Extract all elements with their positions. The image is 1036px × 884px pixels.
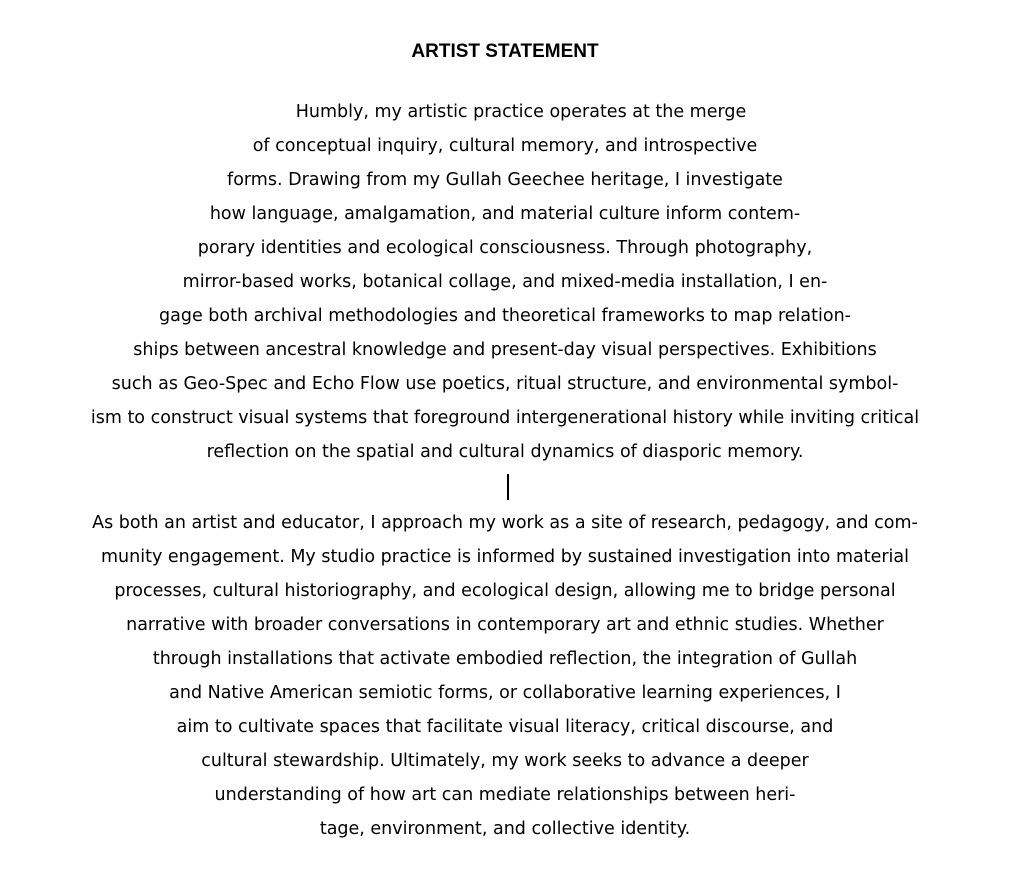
text-line: through installations that activate embodied reflection, the integration of Gullah — [152, 649, 858, 669]
text-line: of conceptual inquiry, cultural memory, and introspective — [252, 136, 758, 156]
text-line: ships between ancestral knowledge and present-day visual perspectives. Exhibitions — [133, 340, 877, 360]
text-line: how language, amalgamation, and material culture inform contem- — [209, 204, 801, 224]
text-line: munity engagement. My studio practice is informed by sustained investigation into material — [100, 547, 909, 567]
text-line: aim to cultivate spaces that facilitate visual literacy, critical discourse, and — [176, 717, 834, 737]
text-line: As both an artist and educator, I approach my work as a site of research, pedagogy, and com- — [92, 513, 918, 533]
text-line: such as Geo-Spec and Echo Flow use poetics, ritual structure, and environmental symbol- — [111, 374, 899, 394]
text-line: ism to construct visual systems that foreground intergenerational history while inviting critical — [90, 408, 920, 428]
text-line: narrative with broader conversations in contemporary art and ethnic studies. Whether — [126, 615, 884, 635]
text-line: forms. Drawing from my Gullah Geechee heritage, I investigate — [227, 170, 783, 190]
text-line: cultural stewardship. Ultimately, my work seeks to advance a deeper — [201, 751, 809, 771]
text-line: and Native American semiotic forms, or collaborative learning experiences, I — [169, 683, 841, 703]
text-line: processes, cultural historiography, and ecological design, allowing me to bridge personal — [114, 581, 896, 601]
text-line: porary identities and ecological consciousness. Through photography, — [197, 238, 813, 258]
statement-paragraph-2[interactable] — [0, 506, 1010, 846]
text-cursor[interactable] — [507, 474, 509, 500]
text-line: mirror-based works, botanical collage, and mixed-media installation, I en- — [182, 272, 828, 292]
text-line: Humbly, my artistic practice operates at the merge — [295, 102, 747, 122]
document-title: ARTIST STATEMENT — [411, 41, 599, 62]
text-line: understanding of how art can mediate relationships between heri- — [214, 785, 796, 805]
text-line: gage both archival methodologies and theoretical frameworks to map relation- — [159, 306, 851, 326]
text-line: tage, environment, and collective identity. — [319, 819, 691, 839]
text-line: reflection on the spatial and cultural dynamics of diasporic memory. — [206, 442, 804, 462]
statement-paragraph-1[interactable] — [0, 95, 1010, 469]
